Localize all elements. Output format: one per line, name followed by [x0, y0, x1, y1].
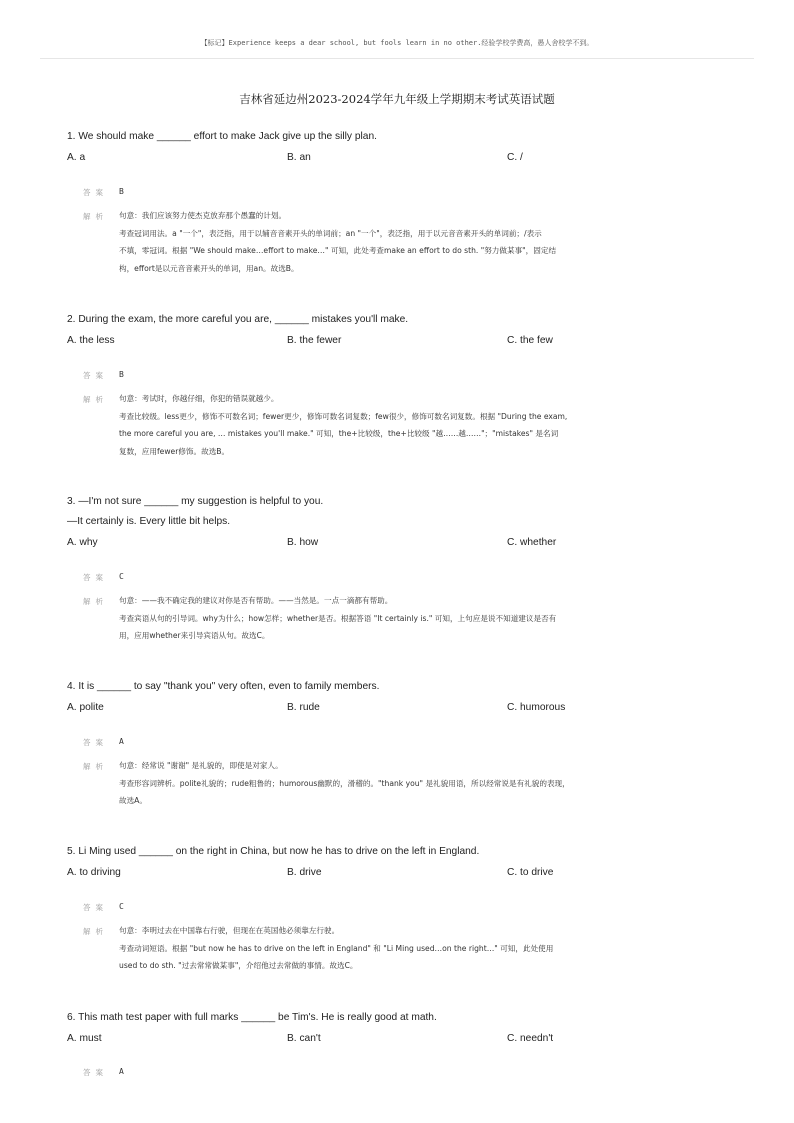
question-stem-reply: —It certainly is. Every little bit helps. [67, 516, 231, 527]
option-b: B. an [287, 152, 311, 163]
analysis-label: 解析 [83, 395, 108, 404]
explanation-line: 句意：我们应该努力使杰克放弃那个愚蠢的计划。 [119, 211, 287, 220]
explanation-line: 考查形容词辨析。polite礼貌的；rude粗鲁的；humorous幽默的，滑稽的。"thank you" 是礼貌用语，所以经常说是有礼貌的表现， [119, 778, 570, 788]
explanation-line: 不填，零冠词。根据 "We should make…effort to make…" 可知，此处考查make an effort to do sth. "努力做某事"，固定结 [119, 246, 557, 255]
analysis-label: 解析 [83, 927, 108, 936]
answer-value: B [119, 370, 124, 379]
option-a: A. to driving [67, 867, 121, 878]
answer-label: 答案 [83, 903, 108, 912]
explanation [119, 592, 707, 645]
answer-value: C [119, 572, 124, 581]
explanation [119, 207, 707, 277]
option-a: A. must [67, 1033, 102, 1044]
analysis-label: 解析 [83, 212, 108, 221]
explanation [119, 390, 707, 460]
question-stem: 6. This math test paper with full marks ______ be Tim's. He is really good at math. [67, 1012, 437, 1023]
explanation-line: the more careful you are, … mistakes you'll make." 可知，the+比较级，the+比较级 "越……越……"；"mistakes" 是名词 [119, 429, 559, 438]
explanation-line: 考查宾语从句的引导词。why为什么；how怎样；whether是否。根据答语 "It certainly is." 可知，上句应是说不知道建议是否有 [119, 613, 557, 623]
option-a: A. why [67, 537, 98, 548]
explanation-line: 用，应用whether来引导宾语从句。故选C。 [119, 631, 270, 640]
explanation-line: 句意：考试时，你越仔细，你犯的错误就越少。 [119, 394, 279, 403]
explanation-line: 句意：——我不确定我的建议对你是否有帮助。——当然是。一点一滴都有帮助。 [119, 596, 393, 605]
explanation-line: 复数，应用fewer修饰。故选B。 [119, 446, 230, 456]
question-stem: 1. We should make ______ effort to make Jack give up the silly plan. [67, 131, 377, 142]
explanation [119, 922, 707, 975]
question-stem: 2. During the exam, the more careful you are, ______ mistakes you'll make. [67, 314, 409, 325]
explanation-line: 构，effort是以元音音素开头的单词，用an。故选B。 [119, 263, 299, 273]
option-b: B. how [287, 537, 319, 548]
answer-value: C [119, 902, 124, 911]
answer-label: 答案 [83, 188, 108, 197]
option-b: B. rude [287, 702, 320, 713]
question-stem: 3. —I'm not sure ______ my suggestion is helpful to you. [67, 496, 324, 507]
answer-label: 答案 [83, 371, 108, 380]
option-a: A. polite [67, 702, 104, 713]
answer-value: B [119, 187, 124, 196]
option-b: B. the fewer [287, 335, 342, 346]
header-divider [40, 58, 754, 59]
answer-value: A [119, 737, 124, 746]
option-c: C. whether [507, 537, 557, 548]
question-stem: 4. It is ______ to say "thank you" very often, even to family members. [67, 681, 380, 692]
analysis-label: 解析 [83, 597, 108, 606]
document-title: 吉林省延边州2023-2024学年九年级上学期期末考试英语试题 [239, 92, 555, 106]
option-b: B. drive [287, 867, 322, 878]
answer-value: A [119, 1067, 124, 1076]
answer-label: 答案 [83, 573, 108, 582]
option-c: C. needn't [507, 1033, 554, 1044]
option-a: A. a [67, 152, 86, 163]
option-c: C. to drive [507, 867, 554, 878]
header-motto: 【标记】Experience keeps a dear school, but fools learn in no other.经验学校学费高，愚人舍校学不到。 [200, 39, 594, 47]
explanation-line: 故选A。 [119, 796, 147, 805]
explanation [119, 757, 707, 810]
question-stem: 5. Li Ming used ______ on the right in China, but now he has to drive on the left in England. [67, 846, 480, 857]
explanation-line: 考查比较级。less更少，修饰不可数名词；fewer更少，修饰可数名词复数；few很少，修饰可数名词复数。根据 "During the exam, [119, 411, 568, 421]
option-b: B. can't [287, 1033, 321, 1044]
answer-label: 答案 [83, 738, 108, 747]
option-c: C. / [507, 152, 523, 163]
answer-label: 答案 [83, 1068, 108, 1077]
explanation-line: 句意：李明过去在中国靠右行驶，但现在在英国他必须靠左行驶。 [119, 926, 340, 935]
explanation-line: 考查冠词用法。a "一个"，表泛指，用于以辅音音素开头的单词前；an "一个"，表泛指，用于以元音音素开头的单词前；/表示 [119, 228, 542, 238]
option-a: A. the less [67, 335, 115, 346]
option-c: C. the few [507, 335, 553, 346]
option-c: C. humorous [507, 702, 566, 713]
explanation-line: 考查动词短语。根据 "but now he has to drive on the left in England" 和 "Li Ming used…on the right…" 可知，此处使用 [119, 943, 554, 953]
explanation-line: used to do sth. "过去常常做某事"，介绍他过去常做的事情。故选C。 [119, 961, 358, 970]
analysis-label: 解析 [83, 762, 108, 771]
explanation-line: 句意：经常说 "谢谢" 是礼貌的，即使是对家人。 [119, 761, 283, 770]
